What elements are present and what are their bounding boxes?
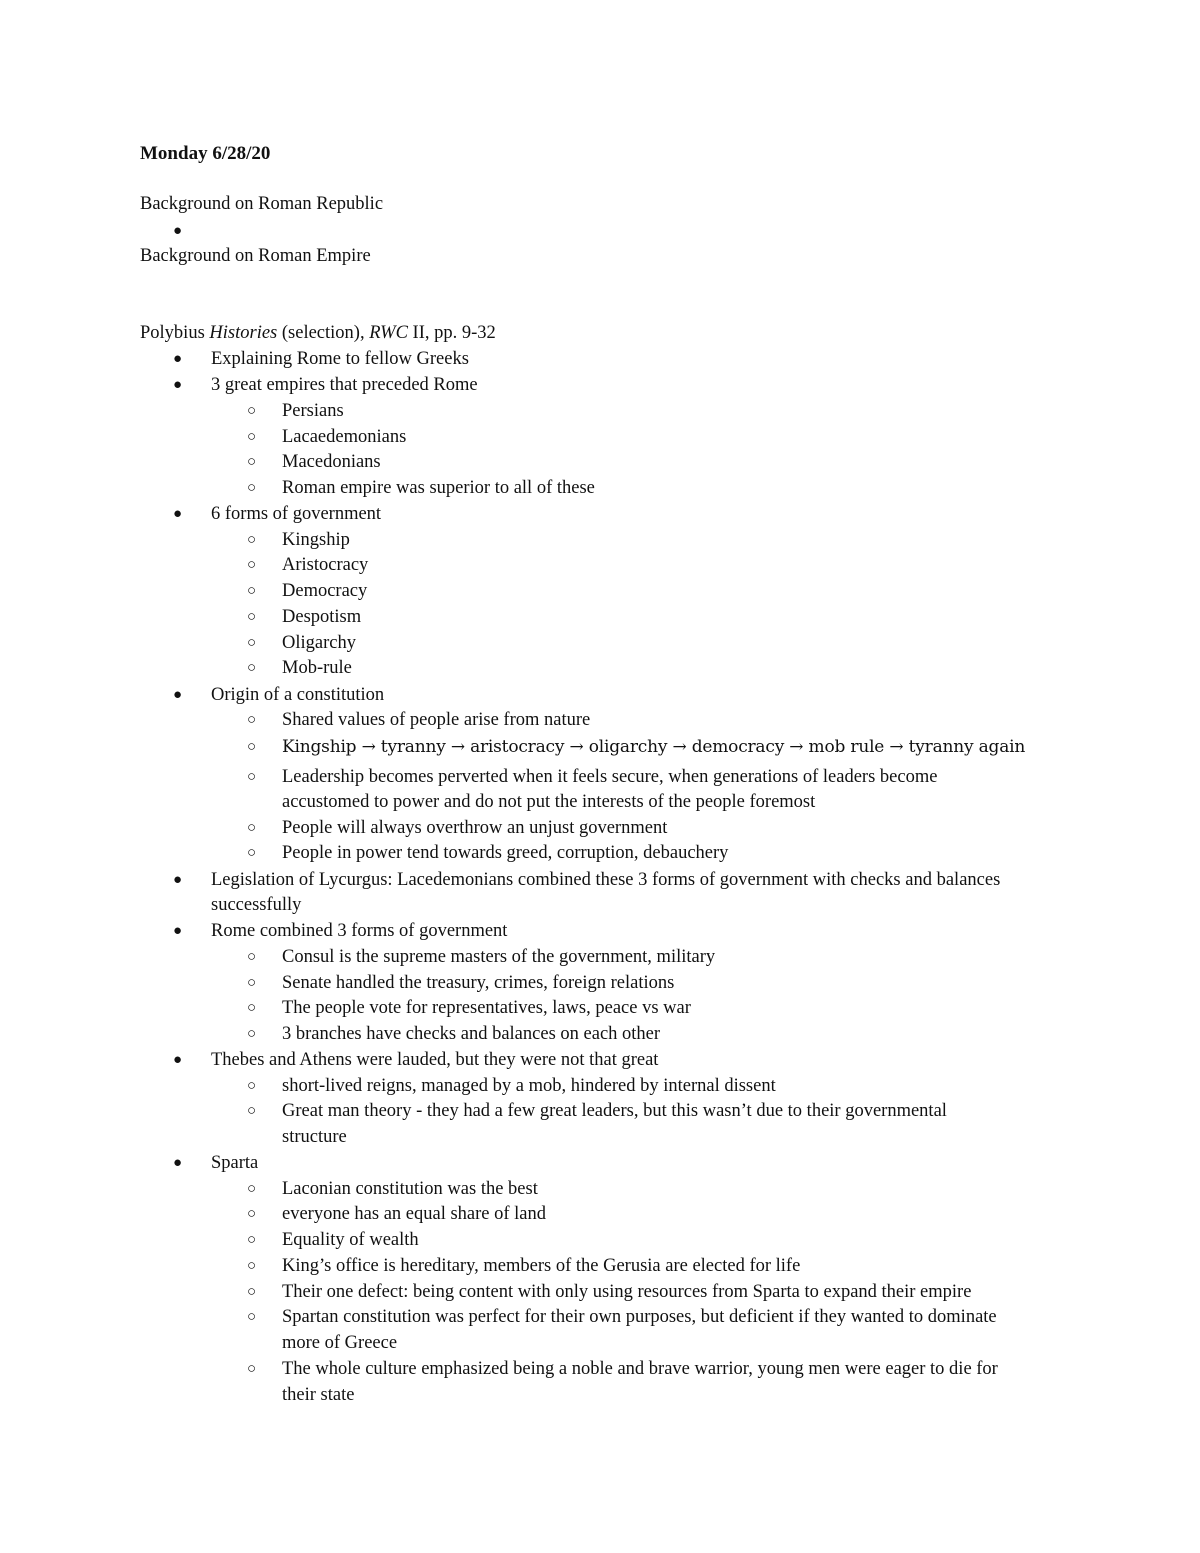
reading-author: Polybius <box>140 323 205 343</box>
reading-pages: II, pp. 9-32 <box>412 323 496 343</box>
sub-bullet-icon: ○ <box>247 1026 257 1042</box>
list-item: Mob-rule <box>282 658 352 678</box>
list-item: Equality of wealth <box>282 1230 419 1250</box>
sub-bullet-icon: ○ <box>247 403 257 419</box>
list-item: People will always overthrow an unjust government <box>282 818 668 838</box>
list-item: Senate handled the treasury, crimes, foreign relations <box>282 973 675 993</box>
list-item: Democracy <box>282 581 368 601</box>
background-republic-heading: Background on Roman Republic <box>140 194 384 214</box>
list-item: Great man theory - they had a few great leaders, but this wasn’t due to their governmental <box>282 1101 947 1121</box>
sub-bullet-icon: ○ <box>247 1181 257 1197</box>
list-item: Oligarchy <box>282 633 356 653</box>
list-item-continuation: structure <box>282 1127 347 1147</box>
list-item: Spartan constitution was perfect for their own purposes, but deficient if they wanted to dominate <box>282 1307 997 1327</box>
sub-bullet-icon: ○ <box>247 583 257 599</box>
reading-work: Histories <box>209 323 278 343</box>
sub-bullet-icon: ○ <box>247 1000 257 1016</box>
sub-bullet-icon: ○ <box>247 454 257 470</box>
list-item: everyone has an equal share of land <box>282 1204 547 1224</box>
sub-bullet-icon: ○ <box>247 660 257 676</box>
sub-bullet-icon: ○ <box>247 712 257 728</box>
list-item: Laconian constitution was the best <box>282 1179 538 1199</box>
list-item: Persians <box>282 401 344 421</box>
sub-bullet-icon: ○ <box>247 739 257 755</box>
list-item: Shared values of people arise from nature <box>282 710 591 730</box>
list-item: King’s office is hereditary, members of the Gerusia are elected for life <box>282 1256 801 1276</box>
sub-bullet-icon: ○ <box>247 532 257 548</box>
list-item: 6 forms of government <box>211 504 382 524</box>
bullet-icon: ● <box>173 687 183 703</box>
list-item: 3 great empires that preceded Rome <box>211 375 478 395</box>
list-item: Aristocracy <box>282 555 369 575</box>
list-item: Macedonians <box>282 452 381 472</box>
sub-bullet-icon: ○ <box>247 1309 257 1325</box>
bullet-icon: ● <box>173 351 183 367</box>
sub-bullet-icon: ○ <box>247 845 257 861</box>
bullet-icon: ● <box>173 923 183 939</box>
list-item-continuation: their state <box>282 1385 355 1405</box>
sub-bullet-icon: ○ <box>247 480 257 496</box>
government-cycle-line: Kingship → tyranny → aristocracy → oligarchy → democracy → mob rule → tyranny again <box>282 737 1026 757</box>
list-item: The whole culture emphasized being a noble and brave warrior, young men were eager to die for <box>282 1359 998 1379</box>
bullet-icon: ● <box>173 506 183 522</box>
list-item: 3 branches have checks and balances on each other <box>282 1024 661 1044</box>
list-item: Roman empire was superior to all of these <box>282 478 595 498</box>
background-empire-heading: Background on Roman Empire <box>140 246 371 266</box>
sub-bullet-icon: ○ <box>247 949 257 965</box>
sub-bullet-icon: ○ <box>247 557 257 573</box>
list-item: Their one defect: being content with only using resources from Sparta to expand their empire <box>282 1282 972 1302</box>
list-item: Consul is the supreme masters of the government, military <box>282 947 716 967</box>
sub-bullet-icon: ○ <box>247 1232 257 1248</box>
bullet-icon: ● <box>173 872 183 888</box>
list-item-continuation: successfully <box>211 895 302 915</box>
list-item: The people vote for representatives, laws, peace vs war <box>282 998 691 1018</box>
list-item: Kingship <box>282 530 350 550</box>
reading-heading <box>140 320 496 346</box>
sub-bullet-icon: ○ <box>247 1078 257 1094</box>
bullet-icon: ● <box>173 1052 183 1068</box>
list-item: Despotism <box>282 607 362 627</box>
list-item-continuation: more of Greece <box>282 1333 398 1353</box>
sub-bullet-icon: ○ <box>247 1361 257 1377</box>
date-heading: Monday 6/28/20 <box>140 143 271 164</box>
bullet-icon: ● <box>173 377 183 393</box>
list-item: Leadership becomes perverted when it feels secure, when generations of leaders become <box>282 767 938 787</box>
list-item: Explaining Rome to fellow Greeks <box>211 349 469 369</box>
reading-selection: (selection), <box>281 323 365 343</box>
sub-bullet-icon: ○ <box>247 609 257 625</box>
list-item: Rome combined 3 forms of government <box>211 921 508 941</box>
sub-bullet-icon: ○ <box>247 975 257 991</box>
list-item: Legislation of Lycurgus: Lacedemonians combined these 3 forms of government with checks and balances <box>211 870 1001 890</box>
list-item: short-lived reigns, managed by a mob, hindered by internal dissent <box>282 1076 776 1096</box>
sub-bullet-icon: ○ <box>247 1206 257 1222</box>
sub-bullet-icon: ○ <box>247 429 257 445</box>
sub-bullet-icon: ○ <box>247 1258 257 1274</box>
list-item: Lacaedemonians <box>282 427 407 447</box>
sub-bullet-icon: ○ <box>247 1103 257 1119</box>
reading-collection: RWC <box>369 323 408 343</box>
list-item: Thebes and Athens were lauded, but they were not that great <box>211 1050 659 1070</box>
list-item: Origin of a constitution <box>211 685 385 705</box>
bullet-icon: ● <box>173 1155 183 1171</box>
bullet-icon: ● <box>173 223 183 239</box>
list-item-continuation: accustomed to power and do not put the interests of the people foremost <box>282 792 816 812</box>
list-item: People in power tend towards greed, corruption, debauchery <box>282 843 729 863</box>
sub-bullet-icon: ○ <box>247 635 257 651</box>
sub-bullet-icon: ○ <box>247 820 257 836</box>
sub-bullet-icon: ○ <box>247 769 257 785</box>
sub-bullet-icon: ○ <box>247 1284 257 1300</box>
list-item: Sparta <box>211 1153 259 1173</box>
